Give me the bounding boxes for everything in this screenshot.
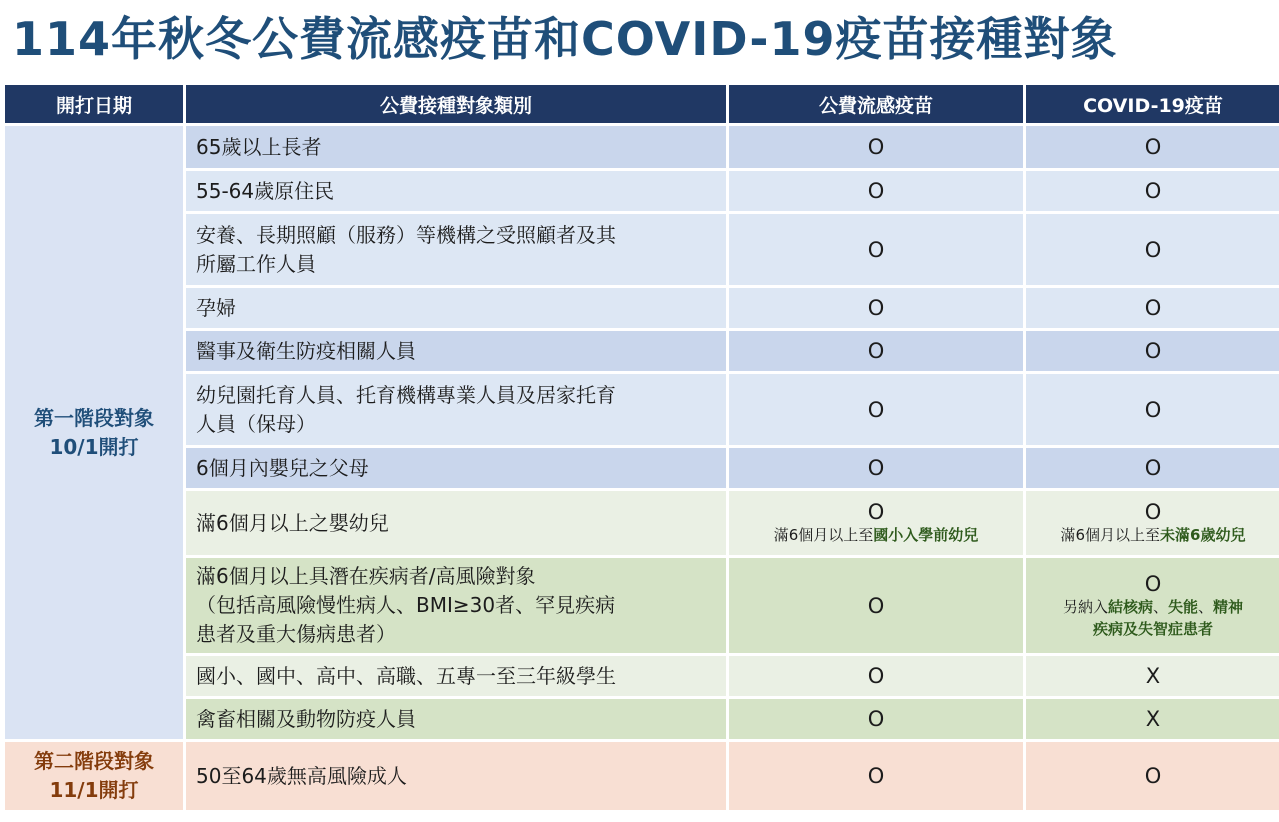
table-row [5, 742, 1279, 810]
covid-mark: O [1026, 742, 1279, 810]
flu-mark: O [729, 742, 1023, 810]
table-row [5, 374, 1279, 445]
header-covid-vaccine: COVID-19疫苗 [1026, 85, 1279, 123]
table-header-row [5, 85, 1279, 123]
covid-extra-note: 另納入結核病、失能、精神 [1062, 597, 1244, 616]
covid-mark: O [1026, 288, 1279, 328]
category-cell: 醫事及衛生防疫相關人員 [186, 331, 726, 371]
covid-age-note: 滿6個月以上至未滿6歲幼兒 [1060, 526, 1246, 544]
phase-2-label: 第二階段對象 [34, 749, 154, 773]
flu-mark: O [729, 288, 1023, 328]
category-cell: 孕婦 [186, 288, 726, 328]
phase-2-date: 11/1開打 [49, 778, 139, 802]
phase-1-label: 第一階段對象 [34, 405, 154, 430]
phase-1-cell [5, 126, 183, 739]
category-cell: 禽畜相關及動物防疫人員 [186, 699, 726, 739]
table-row [5, 491, 1279, 555]
table-row [5, 656, 1279, 696]
covid-mark: O [1026, 374, 1279, 445]
category-cell: 55-64歲原住民 [186, 171, 726, 211]
covid-mark: O [1026, 448, 1279, 488]
table-row [5, 126, 1279, 168]
category-cell: 滿6個月以上具潛在疾病者/高風險對象 （包括高風險慢性病人、BMI≥30者、罕見疾病 患者及重大傷病患者） [186, 558, 726, 653]
table-row [5, 558, 1279, 653]
flu-mark: O 滿6個月以上至國小入學前幼兒 [729, 491, 1023, 555]
header-flu-vaccine: 公費流感疫苗 [729, 85, 1023, 123]
flu-mark: O [729, 448, 1023, 488]
flu-mark: O [729, 214, 1023, 285]
covid-mark: O [1026, 331, 1279, 371]
vaccine-eligibility-table [2, 82, 1279, 813]
category-cell: 50至64歲無高風險成人 [186, 742, 726, 810]
table-row [5, 331, 1279, 371]
covid-extra-note-line2: 疾病及失智症患者 [1092, 619, 1213, 638]
covid-mark: X [1026, 656, 1279, 696]
category-cell: 國小、國中、高中、高職、五專一至三年級學生 [186, 656, 726, 696]
flu-mark: O [729, 171, 1023, 211]
category-cell: 滿6個月以上之嬰幼兒 [186, 491, 726, 555]
table-row [5, 214, 1279, 285]
flu-mark: O [729, 374, 1023, 445]
header-category: 公費接種對象類別 [186, 85, 726, 123]
flu-mark: O [729, 558, 1023, 653]
page-title: 114年秋冬公費流感疫苗和COVID-19疫苗接種對象 [12, 12, 1118, 66]
category-cell: 6個月內嬰兒之父母 [186, 448, 726, 488]
covid-mark: O [1026, 214, 1279, 285]
flu-age-note: 滿6個月以上至國小入學前幼兒 [773, 526, 979, 544]
covid-mark: O 滿6個月以上至未滿6歲幼兒 [1026, 491, 1279, 555]
category-cell: 65歲以上長者 [186, 126, 726, 168]
phase-2-cell [5, 742, 183, 810]
header-date: 開打日期 [5, 85, 183, 123]
table-row [5, 448, 1279, 488]
flu-mark: O [729, 699, 1023, 739]
flu-mark: O [729, 656, 1023, 696]
flu-mark: O [729, 331, 1023, 371]
table-row [5, 699, 1279, 739]
covid-mark: O 另納入結核病、失能、精神 疾病及失智症患者 [1026, 558, 1279, 653]
phase-1-date: 10/1開打 [49, 434, 139, 459]
category-cell: 幼兒園托育人員、托育機構專業人員及居家托育 人員（保母） [186, 374, 726, 445]
table-row [5, 288, 1279, 328]
table-row [5, 171, 1279, 211]
flu-mark: O [729, 126, 1023, 168]
covid-mark: O [1026, 126, 1279, 168]
category-cell: 安養、長期照顧（服務）等機構之受照顧者及其 所屬工作人員 [186, 214, 726, 285]
covid-mark: O [1026, 171, 1279, 211]
covid-mark: X [1026, 699, 1279, 739]
